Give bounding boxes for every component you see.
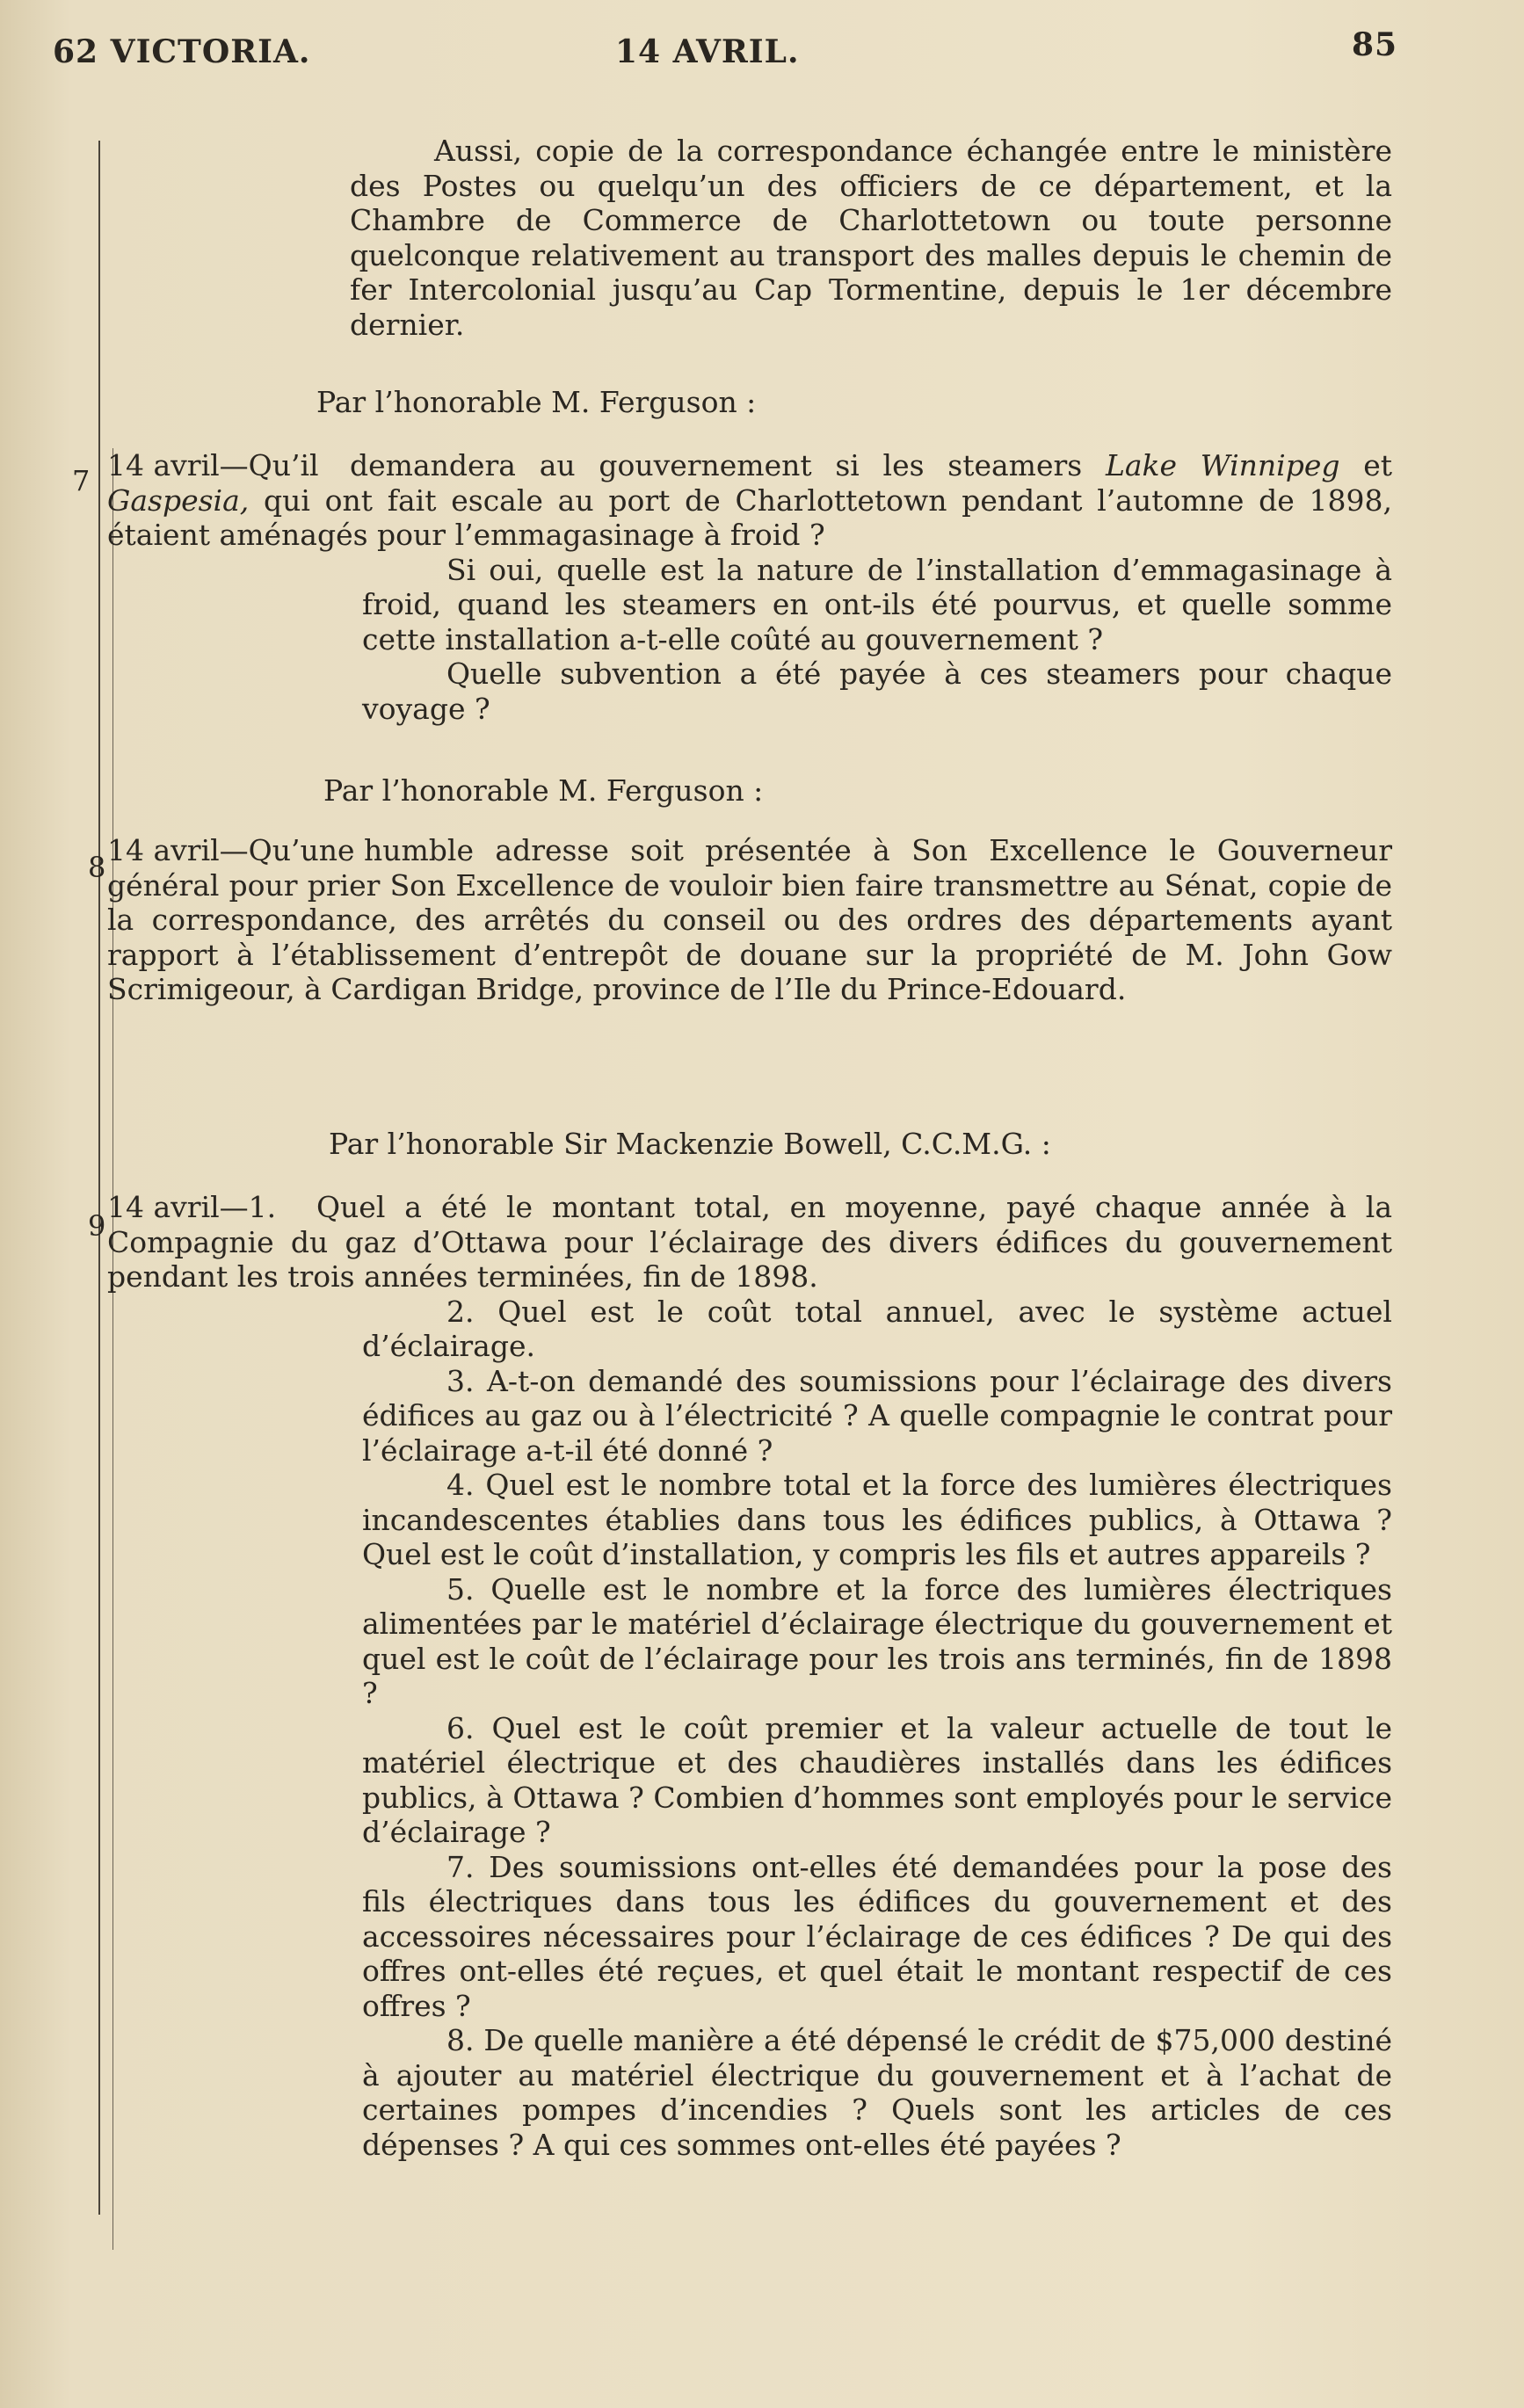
motion-8 bbox=[107, 833, 1392, 1007]
motion-9-item: 2. Quel est le coût total annuel, avec le système actuel d’éclairage. bbox=[362, 1294, 1392, 1363]
motion-byline: Par l’honorable Sir Mackenzie Bowell, C.C.M.G. : bbox=[329, 1127, 1051, 1161]
motion-byline: Par l’honorable M. Ferguson : bbox=[323, 773, 764, 808]
intro-text: Aussi, copie de la correspondance échangée entre le ministère des Postes ou quelqu’un des officiers de ce département, et la Chambre de Commerce de Charlottetown ou toute personne quelconque relativement au transport des malles depuis le chemin de fer Intercolonial jusqu’au Cap Tormentine, depuis le 1er décembre dernier. bbox=[350, 134, 1392, 342]
motion-9-item: 8. De quelle manière a été dépensé le crédit de $75,000 destiné à ajouter au matériel électrique du gouvernement et à l’achat de certaines pompes d’incendies ? Quels sont les articles de ces dépenses ? A qui ces sommes ont-elles été payées ? bbox=[362, 2023, 1392, 2162]
motion-number: 7 bbox=[72, 464, 91, 497]
motion-7-para-3: Quelle subvention a été payée à ces steamers pour chaque voyage ? bbox=[362, 656, 1392, 726]
running-head-center: 14 AVRIL. bbox=[615, 33, 800, 70]
motion-9-item-1 bbox=[107, 1190, 1392, 1295]
motion-9-item: 5. Quelle est le nombre et la force des lumières électriques alimentées par le matériel d’éclairage électrique du gouvernement et quel est le coût de l’éclairage pour les trois ans terminés, fin de 1898 ? bbox=[362, 1571, 1392, 1710]
motion-number: 8 bbox=[88, 851, 106, 884]
motion-byline: Par l’honorable M. Ferguson : bbox=[316, 385, 757, 419]
motion-9-item: 6. Quel est le coût premier et la valeur actuelle de tout le matériel électrique et des chaudières installés dans les édifices publics, à Ottawa ? Combien d’hommes sont employés pour le service d’éclairage ? bbox=[362, 1710, 1392, 1849]
motion-text: et bbox=[1339, 448, 1393, 482]
intro-paragraph bbox=[350, 134, 1392, 342]
motion-9-item: 7. Des soumissions ont-elles été demandées pour la pose des fils électriques dans tous les édifices du gouvernement et des accessoires nécessaires pour l’éclairage de ces édifices ? De qui des offres ont-elles été reçues, et quel était le montant respectif de ces offres ? bbox=[362, 1849, 1392, 2023]
motion-date: 14 avril—1. bbox=[107, 1190, 277, 1224]
ship-name: Gaspesia, bbox=[107, 482, 250, 518]
motion-number: 9 bbox=[88, 1209, 106, 1243]
motion-text: demandera au gouvernement si les steamers bbox=[350, 448, 1106, 482]
motion-7-para-2: Si oui, quelle est la nature de l’installation d’emmagasinage à froid, quand les steamers en ont-ils été pourvus, et quelle somme cette installation a-t-elle coûté au gouvernement ? bbox=[362, 552, 1392, 656]
motion-text: humble adresse soit présentée à Son Excellence le Gouverneur général pour prier Son Excellence de vouloir bien faire transmettre au Sénat, copie de la correspondance, des arrêtés du conseil ou des ordres des départements ayant rapport à l’établissement d’entrepôt de douane sur la propriété de M. John Gow Scrimigeour, à Cardigan Bridge, province de l’Ile du Prince-Edouard. bbox=[107, 833, 1392, 1006]
motion-9 bbox=[107, 1190, 1392, 2162]
motion-7-first-para bbox=[107, 448, 1392, 553]
ship-name: Lake Winnipeg bbox=[1105, 448, 1340, 482]
running-head-left: 62 VICTORIA. bbox=[53, 33, 311, 70]
motion-date: 14 avril—Qu’il bbox=[107, 448, 319, 482]
motion-9-item: 3. A-t-on demandé des soumissions pour l’éclairage des divers édifices au gaz ou à l’électricité ? A quelle compagnie le contrat pour l’éclairage a-t-il été donné ? bbox=[362, 1363, 1392, 1468]
motion-7 bbox=[107, 448, 1392, 726]
margin-rule bbox=[98, 141, 100, 2215]
motion-date: 14 avril—Qu’une bbox=[107, 833, 355, 867]
motion-9-item: 4. Quel est le nombre total et la force des lumières électriques incandescentes établies dans tous les édifices publics, à Ottawa ? Quel est le coût d’installation, y compris les fils et autres appareils ? bbox=[362, 1468, 1392, 1571]
motion-text: Quel a été le montant total, en moyenne, payé chaque année à la Compagnie du gaz d’Ottawa pour l’éclairage des divers édifices du gouvernement pendant les trois années terminées, fin de 1898. bbox=[107, 1190, 1392, 1294]
motion-8-text bbox=[107, 833, 1392, 1007]
motion-text: qui ont fait escale au port de Charlottetown pendant l’automne de 1898, étaient aménagés pour l’emmagasinage à froid ? bbox=[107, 482, 1392, 552]
page-number: 85 bbox=[1352, 26, 1398, 63]
